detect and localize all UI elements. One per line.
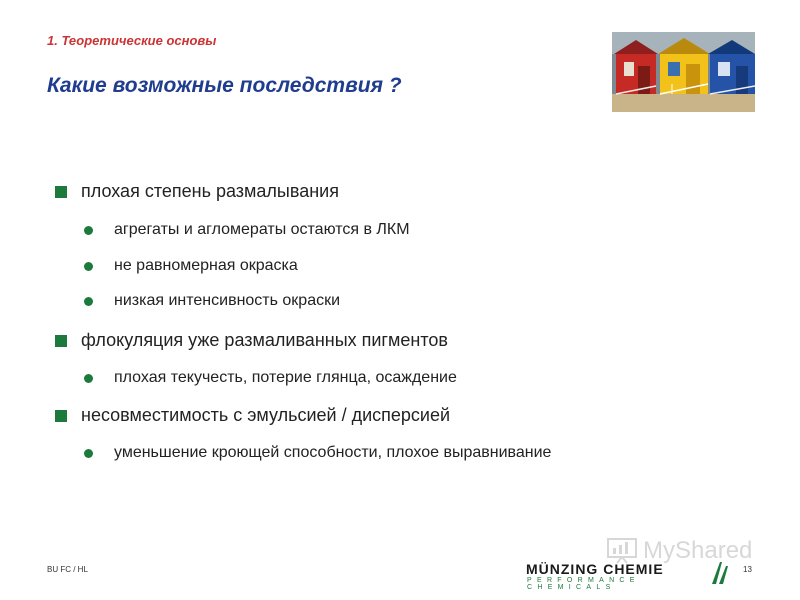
round-bullet-icon xyxy=(84,262,93,271)
page-number: 13 xyxy=(743,565,752,574)
bullet-text: плохая степень размалывания xyxy=(81,181,339,201)
bullet-item xyxy=(55,405,450,426)
watermark-text: MyShared xyxy=(643,537,753,564)
bullet-text: флокуляция уже размаливанных пигментов xyxy=(81,330,448,350)
square-bullet-icon xyxy=(55,335,67,347)
bullet-item xyxy=(55,181,339,202)
sub-bullet-text: не равномерная окраска xyxy=(114,257,298,274)
sub-bullet-item xyxy=(84,444,551,462)
footer-label: BU FC / HL xyxy=(47,565,88,574)
company-logo xyxy=(526,558,726,591)
sub-bullet-text: плохая текучесть, потерие глянца, осаждение xyxy=(114,369,457,386)
logo-mark-icon xyxy=(710,558,730,586)
round-bullet-icon xyxy=(84,297,93,306)
logo-name: MÜNZING CHEMIE xyxy=(526,561,664,577)
bullet-item xyxy=(55,330,448,351)
round-bullet-icon xyxy=(84,226,93,235)
sub-bullet-text: низкая интенсивность окраски xyxy=(114,292,341,309)
logo-tagline: PERFORMANCE CHEMICALS xyxy=(527,577,640,591)
section-label: 1. Теоретические основы xyxy=(47,33,217,48)
bullet-text: несовместимость с эмульсией / дисперсией xyxy=(81,405,451,425)
square-bullet-icon xyxy=(55,186,67,198)
sub-bullet-text: агрегаты и агломераты остаются в ЛКМ xyxy=(114,221,410,238)
sub-bullet-item xyxy=(84,369,457,387)
square-bullet-icon xyxy=(55,410,67,422)
round-bullet-icon xyxy=(84,449,93,458)
sub-bullet-item xyxy=(84,221,410,239)
sub-bullet-item xyxy=(84,292,340,310)
round-bullet-icon xyxy=(84,374,93,383)
sub-bullet-item xyxy=(84,257,298,275)
sub-bullet-text: уменьшение кроющей способности, плохое выравнивание xyxy=(114,444,552,461)
slide-title: Какие возможные последствия ? xyxy=(47,74,402,97)
